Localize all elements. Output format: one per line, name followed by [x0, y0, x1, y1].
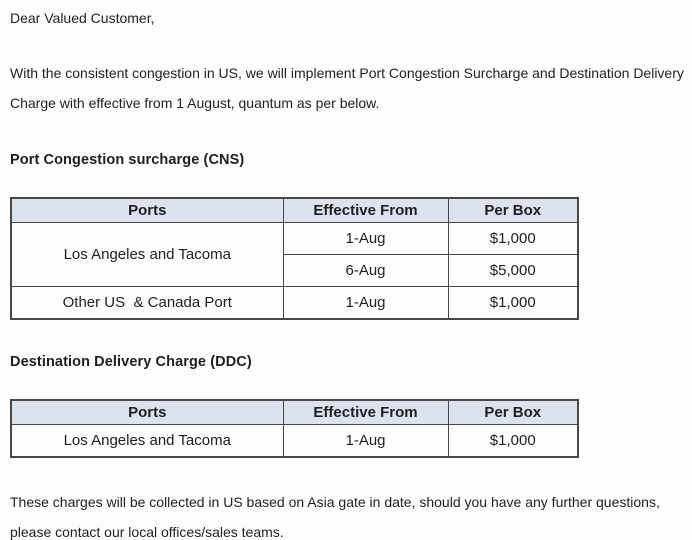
effective-from-cell: 1-Aug: [283, 223, 448, 255]
table-row: [11, 223, 578, 255]
cns-section-heading: Port Congestion surcharge (CNS): [10, 152, 245, 168]
ports-column-header: Ports: [11, 400, 283, 425]
closing-paragraph: These charges will be collected in US based on Asia gate in date, should you have any further questions, please contact our local offices/sales teams.: [10, 494, 660, 540]
table-row: [11, 425, 578, 458]
table-row: [11, 287, 578, 320]
ddc-section-heading: Destination Delivery Charge (DDC): [10, 354, 252, 370]
per-box-cell: $1,000: [448, 287, 578, 320]
effective-from-cell: 6-Aug: [283, 255, 448, 287]
salutation: Dear Valued Customer,: [10, 10, 155, 26]
ports-column-header: Ports: [11, 198, 283, 223]
cns-table-header-row: [11, 198, 578, 223]
ddc-table-header-row: [11, 400, 578, 425]
cns-table: [10, 197, 579, 320]
port-cell: Other US & Canada Port: [11, 287, 283, 320]
per-box-cell: $1,000: [448, 223, 578, 255]
per-box-cell: $5,000: [448, 255, 578, 287]
per-box-column-header: Per Box: [448, 400, 578, 425]
port-cell: Los Angeles and Tacoma: [11, 223, 283, 287]
effective-from-column-header: Effective From: [283, 198, 448, 223]
effective-from-cell: 1-Aug: [283, 287, 448, 320]
intro-paragraph: With the consistent congestion in US, we will implement Port Congestion Surcharge and Destination Delivery Charge with effective from 1 August, quantum as per below.: [10, 65, 684, 111]
ddc-table: [10, 399, 579, 458]
per-box-cell: $1,000: [448, 425, 578, 458]
per-box-column-header: Per Box: [448, 198, 578, 223]
effective-from-cell: 1-Aug: [283, 425, 448, 458]
effective-from-column-header: Effective From: [283, 400, 448, 425]
port-cell: Los Angeles and Tacoma: [11, 425, 283, 458]
